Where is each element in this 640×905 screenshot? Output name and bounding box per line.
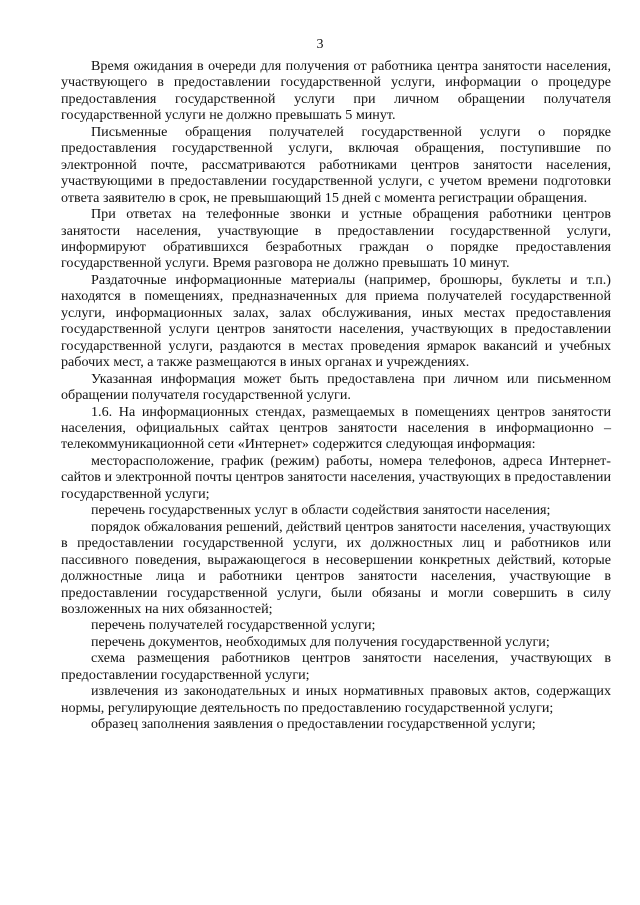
paragraph-info-availability: Указанная информация может быть предоставлена при личном или письменном обращении получателя государственной услуги. — [61, 370, 611, 404]
paragraph-handout-materials: Раздаточные информационные материалы (например, брошюры, буклеты и т.п.) находятся в помещениях, предназначенных для приема получателей государственной услуги, информационных залах, залах обслуживания, иных местах предоставления государственной услуги центров занятости населения, участвующих в предоставлении государственной услуги, раздаются в местах проведения ярмарок вакансий и учебных рабочих мест, а также размещаются в иных органах и учреждениях. — [61, 271, 611, 371]
paragraph-written-requests: Письменные обращения получателей государственной услуги о порядке предоставления государственной услуги, включая обращения, поступившие по электронной почте, рассматриваются работниками центров занятости населения, участвующими в предоставлении государственной услуги, с учетом времени подготовки ответа заявителю в срок, не превышающий 15 дней с момента регистрации обращения. — [61, 123, 611, 206]
document-body — [61, 58, 611, 733]
list-item-services: перечень государственных услуг в области содействия занятости населения; — [91, 502, 551, 519]
paragraph-phone-calls: При ответах на телефонные звонки и устные обращения работники центров занятости населения, участвующие в предоставлении государственной услуги, информируют обратившихся безработных граждан о порядке предоставления государственной услуги. Время разговора не должно превышать 10 минут. — [61, 206, 611, 272]
list-item-documents: перечень документов, необходимых для получения государственной услуги; — [91, 633, 550, 650]
list-item-legal-extracts: извлечения из законодательных и иных нормативных правовых актов, содержащих нормы, регулирующие деятельность по предоставлению государственной услуги; — [61, 683, 611, 716]
list-item-recipients: перечень получателей государственной услуги; — [91, 617, 376, 634]
paragraph-section-1-6: 1.6. На информационных стендах, размещаемых в помещениях центров занятости населения, официальных сайтах центров занятости населения в информационно – телекоммуникационной сети «Интернет» содержится следующая информация: — [61, 403, 611, 453]
list-item-application-sample: образец заполнения заявления о предоставлении государственной услуги; — [91, 716, 536, 733]
paragraph-waiting-time: Время ожидания в очереди для получения от работника центра занятости населения, участвующего в предоставлении государственной услуги, информации о процедуре предоставления государственной услуги при личном обращении получателя государственной услуги не должно превышать 5 минут. — [61, 58, 611, 124]
page-number: 3 — [316, 37, 324, 52]
list-item-location: месторасположение, график (режим) работы, номера телефонов, адреса Интернет-сайтов и электронной почты центров занятости населения, участвующих в предоставлении государственной услуги; — [61, 452, 611, 502]
list-item-appeal-procedure: порядок обжалования решений, действий центров занятости населения, участвующих в предоставлении государственной услуги, их должностных лиц и работников или пассивного поведения, выражающегося в несовершении конкретных действий, которые должностные лица и работники центров занятости населения, участвующие в предоставлении государственной услуги, были обязаны и могли совершить в силу возложенных на них обязанностей; — [61, 518, 611, 617]
list-item-staff-layout: схема размещения работников центров занятости населения, участвующих в предоставлении государственной услуги; — [61, 650, 611, 683]
